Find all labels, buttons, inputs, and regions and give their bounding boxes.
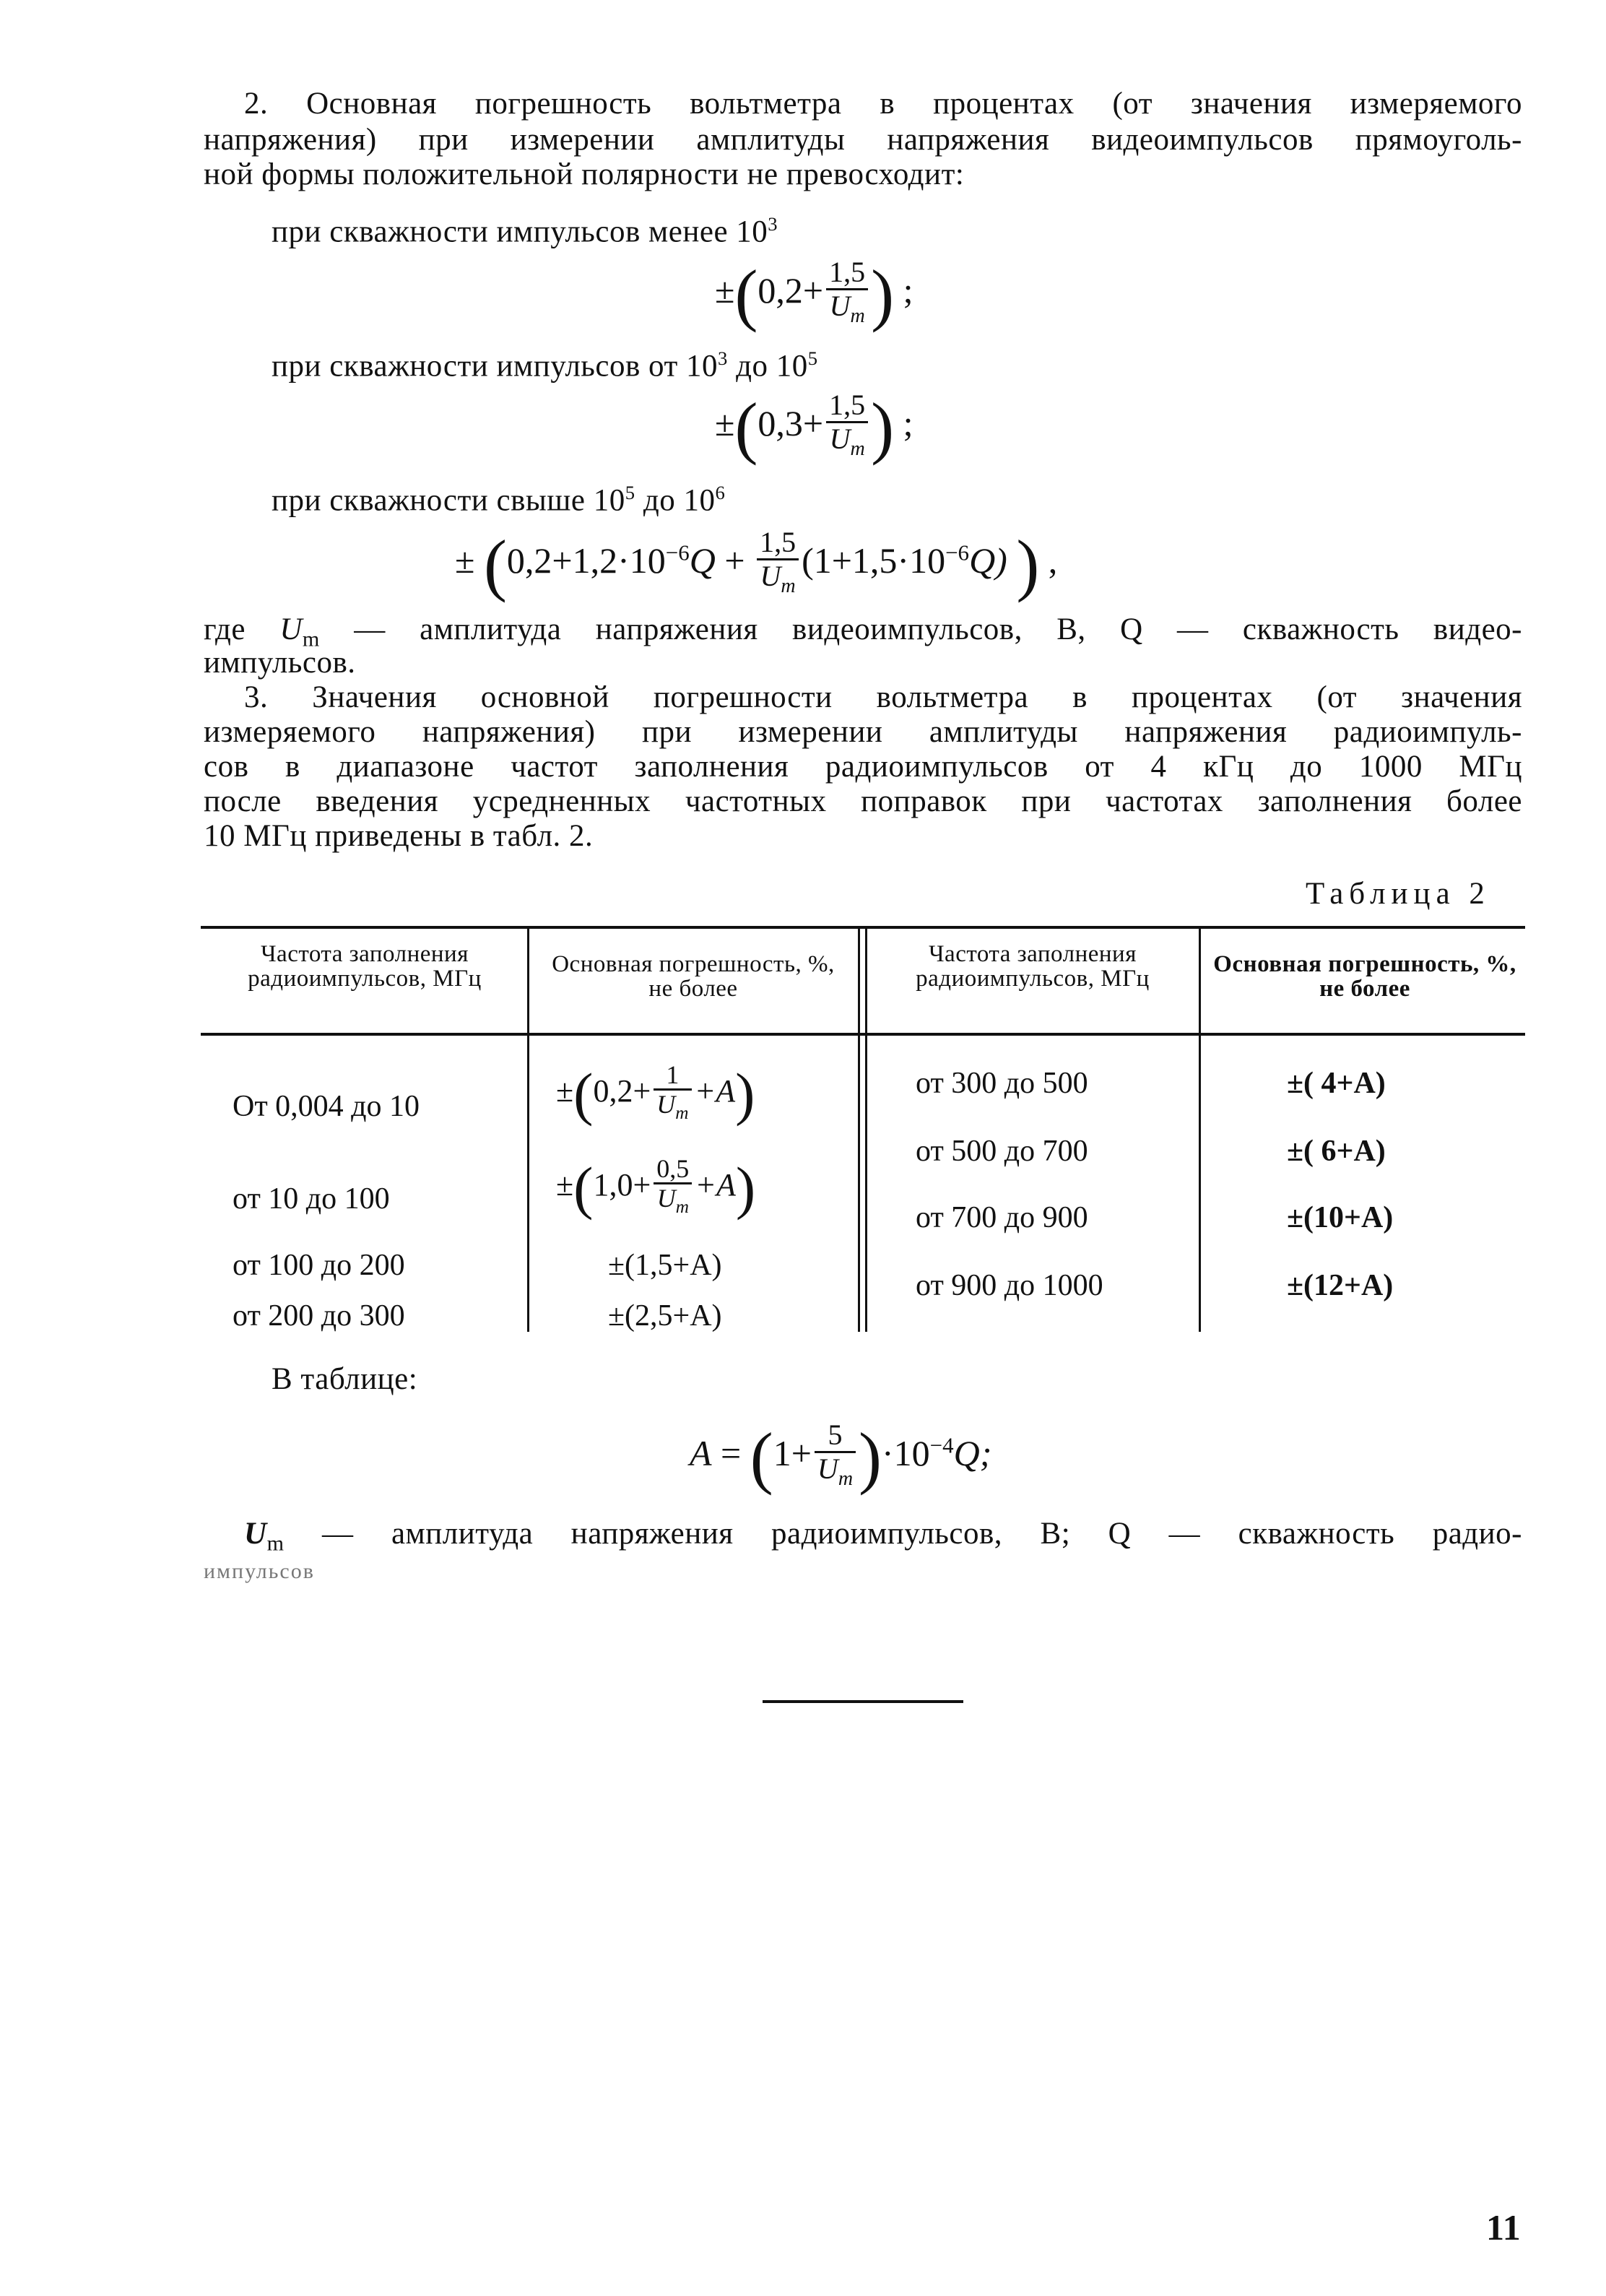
section3-line4: после введения усредненных частотных поправок при частотах заполнения более: [204, 784, 1522, 818]
right-err-row-1: ±( 4+A): [1287, 1067, 1386, 1100]
col-divider-2a: [858, 927, 860, 1033]
col-divider-3-body: [1199, 1036, 1201, 1332]
table-caption: Таблица 2: [1306, 877, 1490, 911]
right-freq-row-3: от 700 до 900: [916, 1201, 1088, 1234]
header-err-left: Основная погрешность, %, не более: [552, 951, 835, 1002]
section3-line2: измеряемого напряжения) при измерении амплитуды напряжения радиоимпуль-: [204, 715, 1522, 749]
page-number: 11: [1486, 2207, 1522, 2248]
left-err-row-2: ±(1,0+ $\frac{0,5}{U_m}$ +A): [556, 1153, 756, 1221]
case2-formula: ±(0,3+ $\frac{1,5}{U_m}$ ) ;: [715, 389, 913, 466]
left-err-row-3: ±(1,5+A): [608, 1249, 722, 1282]
col-divider-2b-body: [865, 1036, 867, 1332]
section2-line3: ной формы положительной полярности не превосходит:: [204, 157, 965, 191]
right-err-row-3: ±(10+A): [1287, 1201, 1394, 1234]
left-err-row-1: ±(0,2+ $\frac{1}{U_m}$ +A): [556, 1060, 755, 1127]
right-freq-row-2: от 500 до 700: [916, 1135, 1088, 1168]
col-divider-2b: [865, 927, 867, 1033]
um-line1: $U_m$ — амплитуда напряжения радиоимпульсов, В; Q — скважность радио-: [244, 1517, 1522, 1556]
col-divider-2a-body: [858, 1036, 860, 1332]
left-freq-row-1: От 0,004 до 10: [233, 1090, 420, 1123]
where-line1: где $U_m$ — амплитуда напряжения видеоимпульсов, В, Q — скважность видео-: [204, 612, 1522, 651]
left-err-row-4: ±(2,5+A): [608, 1299, 722, 1333]
col-divider-1: [527, 927, 529, 1033]
right-err-row-4: ±(12+A): [1287, 1269, 1394, 1302]
a-formula: A = (1+ $\frac{5}{U_m}$ )$\cdot 10^{-4}Q$;: [690, 1418, 992, 1496]
notes-intro: В таблице:: [272, 1362, 418, 1396]
table-top-rule: [201, 926, 1525, 929]
table-header-rule: [201, 1033, 1525, 1036]
section3-line3: сов в диапазоне частот заполнения радиоимпульсов от 4 кГц до 1000 МГц: [204, 750, 1522, 784]
right-freq-row-1: от 300 до 500: [916, 1067, 1088, 1100]
right-err-row-2: ±( 6+A): [1287, 1135, 1386, 1168]
left-freq-row-2: от 10 до 100: [233, 1182, 390, 1216]
um-line2: импульсов: [204, 1559, 315, 1583]
left-freq-row-3: от 100 до 200: [233, 1249, 405, 1282]
right-freq-row-4: от 900 до 1000: [916, 1269, 1103, 1302]
where-line2: импульсов.: [204, 646, 356, 680]
header-err-right: Основная погрешность, %, не более: [1213, 951, 1516, 1002]
section3-line5: 10 МГц приведены в табл. 2.: [204, 819, 594, 853]
case1-formula: ±(0,2+ $\frac{1,5}{U_m}$ ) ;: [715, 256, 913, 333]
section2-line2: напряжения) при измерении амплитуды напряжения видеоимпульсов прямоуголь-: [204, 123, 1522, 157]
left-freq-row-4: от 200 до 300: [233, 1299, 405, 1333]
header-freq-left: Частота заполнения радиоимпульсов, МГц: [248, 941, 482, 992]
section3-line1: 3. Значения основной погрешности вольтметра в процентах (от значения: [244, 680, 1522, 714]
case3-formula: ± ($0,2+1,2\cdot 10^{-6}Q$ + $\frac{1,5}{U_m}$ $(1+1,5\cdot 10^{-6}Q)$ ) ,: [455, 526, 1058, 603]
case2-label: при скважности импульсов от $10^3$ до $10^5$: [272, 347, 818, 384]
case1-label: при скважности импульсов менее $10^3$: [272, 213, 778, 249]
header-freq-right: Частота заполнения радиоимпульсов, МГц: [916, 941, 1150, 992]
closing-rule: [763, 1700, 963, 1703]
section2-line1: 2. Основная погрешность вольтметра в процентах (от значения измеряемого: [244, 87, 1522, 121]
case3-label: при скважности свыше $10^5$ до $10^6$: [272, 482, 726, 518]
col-divider-1-body: [527, 1036, 529, 1332]
col-divider-3: [1199, 927, 1201, 1033]
